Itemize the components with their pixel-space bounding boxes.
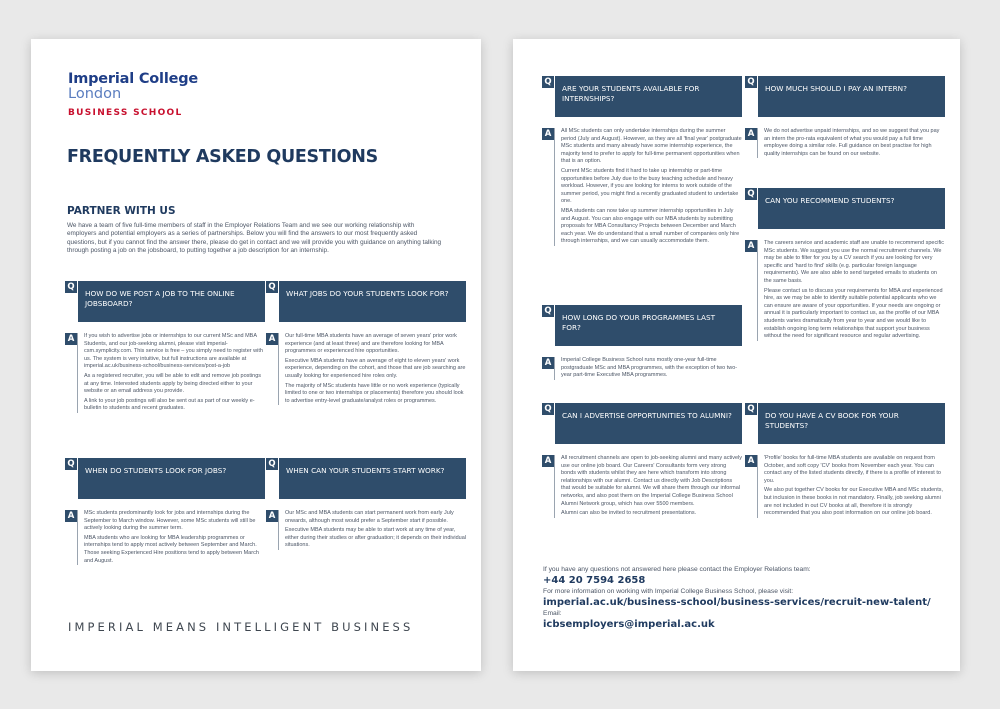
section-heading: PARTNER WITH US: [67, 205, 176, 217]
logo-line-1: Imperial College: [68, 71, 199, 87]
answer-paragraph: Current MSc students find it hard to take up internship or part-time opportunities before July due to the busy teaching schedule and heavy workload. However, if you are looking for interns to work outside of the summer period, you might find a recently graduated student to undertake one.: [561, 167, 739, 205]
faq-item: [542, 403, 742, 520]
question-panel: [78, 281, 265, 322]
question-panel: [758, 403, 945, 444]
question-text: WHEN CAN YOUR STUDENTS START WORK?: [286, 466, 445, 475]
answer-paragraph: 'Profile' books for full-time MBA students are available on request from October, and soft copy 'CV' books from November each year. You can contact any of the listed students directly, if there is a profile of interest to you.: [764, 455, 941, 484]
a-badge: A: [542, 455, 554, 467]
answer-rule: [757, 128, 758, 158]
answer-block: [542, 455, 742, 518]
answer-paragraph: The majority of MSc students have little or no work experience (typically limited to one or two internships or placements) therefore you should look to advertise entry-level graduate/analyst roles or programmes.: [285, 382, 464, 404]
answer-block: [65, 510, 265, 565]
answer-paragraph: We do not advertise unpaid internships, and so we suggest that you pay an intern the pro-rata equivalent of what you would pay a full time employee doing a similar role. Full guidance on best practise for high quality internships can be found on our website.: [764, 128, 940, 157]
q-badge: Q: [542, 403, 554, 415]
faq-item: [542, 76, 742, 248]
answer-block: [542, 357, 742, 380]
a-badge: A: [542, 357, 554, 369]
question-panel: [279, 458, 466, 499]
contact-web-link[interactable]: imperial.ac.uk/business-school/business-services/recruit-new-talent/: [543, 597, 931, 608]
answer-paragraph: Imperial College Business School runs mostly one-year full-time postgraduate MSc and MBA programmes, with the exception of two two-year part-time Executive MBA programmes.: [561, 357, 738, 379]
a-badge: A: [65, 510, 77, 522]
q-badge: Q: [65, 281, 77, 293]
answer-paragraph: MBA students can now take up summer internship opportunities in July and August. You can also engage with our MBA students by submitting proposals for MBA Consultancy Projects between December and March each year. We do understand that a small number of companies only hire through internships, and we can usually accommodate them.: [561, 207, 740, 245]
question-panel: [555, 403, 742, 444]
a-badge: A: [745, 240, 757, 252]
answer-block: [745, 240, 945, 341]
question-panel: [279, 281, 466, 322]
faq-page-right: [513, 39, 960, 671]
question-text: DO YOU HAVE A CV BOOK FOR YOUR STUDENTS?: [765, 411, 899, 430]
contact-intro: If you have any questions not answered here please contact the Employer Relations team:: [543, 566, 811, 573]
faq-item: [745, 76, 945, 160]
answer-paragraph: All recruitment channels are open to job-seeking alumni and many actively use our online job board. Our Careers' Consultants form very strong bonds with students whilst they are here which transform into strong relationships with our alumni. Contact us directly with Job Descriptions that would be suitable for alumni. We will share them through our informal networks, and also post them on the Imperial College Business School Alumni Network group, which has over 5500 members.: [561, 455, 742, 507]
logo-line-2: London: [68, 86, 122, 102]
answer-rule: [554, 455, 555, 518]
q-badge: Q: [266, 281, 278, 293]
q-badge: Q: [542, 305, 554, 317]
faq-item: [542, 305, 742, 382]
answer-paragraph: MBA students who are looking for MBA leadership programmes or internships tend to apply most actively between September and March. Those seeking Experienced Hire positions tend to apply between March and August.: [84, 534, 259, 564]
answer-paragraph: The careers service and academic staff are unable to recommend specific MSc students. We suggest you use the normal recruitment channels. We may be able to filter for you by a CV search if you are looking for very specific and 'hard to find' skills (e.g. particular foreign language requirements). We are also able to send targeted emails to students on the same basis.: [764, 240, 944, 284]
faq-item: [266, 281, 466, 407]
question-text: HOW DO WE POST A JOB TO THE ONLINE JOBSBOARD?: [85, 289, 235, 308]
question-panel: [758, 76, 945, 117]
q-badge: Q: [745, 188, 757, 200]
answer-rule: [278, 333, 279, 405]
faq-item: [745, 403, 945, 520]
question-text: ARE YOUR STUDENTS AVAILABLE FOR INTERNSHIPS?: [562, 84, 700, 103]
q-badge: Q: [65, 458, 77, 470]
answer-block: [745, 128, 945, 158]
q-badge: Q: [266, 458, 278, 470]
question-text: HOW LONG DO YOUR PROGRAMMES LAST FOR?: [562, 313, 716, 332]
answer-rule: [554, 128, 555, 246]
answer-block: [266, 510, 466, 550]
answer-rule: [757, 455, 758, 518]
answer-block: [542, 128, 742, 246]
contact-web-intro: For more information on working with Imperial College Business School, please visit:: [543, 588, 794, 595]
answer-paragraph: All MSc students can only undertake internships during the summer period (July and August). However, as they are all 'final year' postgraduate MSc students and many already have some internship experience, the majority tend to prefer to apply for full-time permanent opportunities when that is an option.: [561, 128, 742, 165]
answer-paragraph: We also put together CV books for our Executive MBA and MSc students, but inclusion in these books in not mandatory. Finally, job seeking alumni are not included in out CV books at all, therefore it is strongly recommended that you also post information on our online job board.: [764, 487, 944, 517]
faq-item: [745, 188, 945, 343]
answer-block: [266, 333, 466, 405]
question-text: CAN I ADVERTISE OPPORTUNITIES TO ALUMNI?: [562, 411, 732, 420]
q-badge: Q: [542, 76, 554, 88]
answer-paragraph: If you wish to advertise jobs or internships to our current MSc and MBA Students, and our job-seeking alumni, please visit imperial-csm.symplicity.com. This service is free – you simply need to register with us. The system is very intuitive, but full instructions are available at imperial.ac.uk/business-school/business-services/post-a-job: [84, 333, 263, 370]
answer-paragraph: As a registered recruiter, you will be able to edit and remove job postings at any time. Interested students apply by being directed either to your website or an email address you provide.: [84, 372, 262, 395]
contact-email-link[interactable]: icbsemployers@imperial.ac.uk: [543, 619, 715, 630]
answer-rule: [77, 333, 78, 413]
answer-paragraph: Executive MBA students may be able to start work at any time of year, either during their studies or after graduation; it depends on their individual situations.: [285, 527, 467, 549]
contact-email-label: Email:: [543, 610, 562, 617]
question-text: WHEN DO STUDENTS LOOK FOR JOBS?: [85, 466, 227, 475]
answer-block: [745, 455, 945, 518]
tagline: IMPERIAL MEANS INTELLIGENT BUSINESS: [68, 620, 414, 634]
answer-rule: [554, 357, 555, 380]
answer-block: [65, 333, 265, 413]
answer-paragraph: Executive MBA students have an average of eight to eleven years' work experience, depending on the cohort, and those that are job searching are usually looking for experienced hire roles only.: [285, 357, 466, 379]
contact-block: [543, 565, 943, 631]
answer-paragraph: MSc students predominantly look for jobs and internships during the September to March window. However, some MSc students will still be actively looking during the summer term.: [84, 510, 256, 532]
a-badge: A: [266, 510, 278, 522]
answer-rule: [278, 510, 279, 550]
a-badge: A: [745, 128, 757, 140]
faq-item: [266, 458, 466, 552]
a-badge: A: [65, 333, 77, 345]
answer-rule: [77, 510, 78, 565]
answer-paragraph: A link to your job postings will also be sent out as part of our weekly e-bulletin to students and recent graduates.: [84, 397, 255, 412]
question-text: HOW MUCH SHOULD I PAY AN INTERN?: [765, 84, 907, 93]
imperial-logo: [68, 72, 198, 118]
intro-paragraph: We have a team of five full-time members of staff in the Employer Relations Team and we see our working relationship with employers and potential employers as a series of partnerships. Below you will find the answers to our most frequently asked questions, but if you cannot find the answer there, please do get in contact and we will provide you with guidance on anything talking through posting a job on the jobsboard, to putting together a job description for an internship.: [67, 222, 442, 254]
q-badge: Q: [745, 403, 757, 415]
question-panel: [78, 458, 265, 499]
question-text: CAN YOU RECOMMEND STUDENTS?: [765, 196, 895, 205]
question-panel: [555, 76, 742, 117]
question-panel: [555, 305, 742, 346]
answer-paragraph: Our MSc and MBA students can start permanent work from early July onwards, although most would prefer a September start if possible.: [285, 510, 454, 524]
question-text: WHAT JOBS DO YOUR STUDENTS LOOK FOR?: [286, 289, 449, 298]
answer-paragraph: Please contact us to discuss your requirements for MBA and experienced hire, as we may be able to identify suitable potential applicants who we can ensure are aware of your opportunities. If your needs are ongoing or annual it is particularly important to contact us, as the profile of our MBA students varies dramatically from year to year and we would like to establish ongoing long term relationships that support your business without the need for significant resource and regular advertising.: [764, 287, 943, 340]
question-panel: [758, 188, 945, 229]
a-badge: A: [542, 128, 554, 140]
answer-paragraph: Alumni can also be invited to recruitment presentations.: [561, 510, 697, 517]
logo-line-3: BUSINESS SCHOOL: [68, 108, 183, 118]
a-badge: A: [745, 455, 757, 467]
contact-phone[interactable]: +44 20 7594 2658: [543, 575, 646, 586]
faq-page-left: [31, 39, 481, 671]
faq-item: [65, 458, 265, 567]
faq-item: [65, 281, 265, 415]
a-badge: A: [266, 333, 278, 345]
q-badge: Q: [745, 76, 757, 88]
page-title: FREQUENTLY ASKED QUESTIONS: [67, 147, 378, 167]
answer-rule: [757, 240, 758, 341]
answer-paragraph: Our full-time MBA students have an average of seven years' prior work experience (and at least three) and are therefore looking for MBA programmes or experienced hire opportunities.: [285, 333, 457, 355]
